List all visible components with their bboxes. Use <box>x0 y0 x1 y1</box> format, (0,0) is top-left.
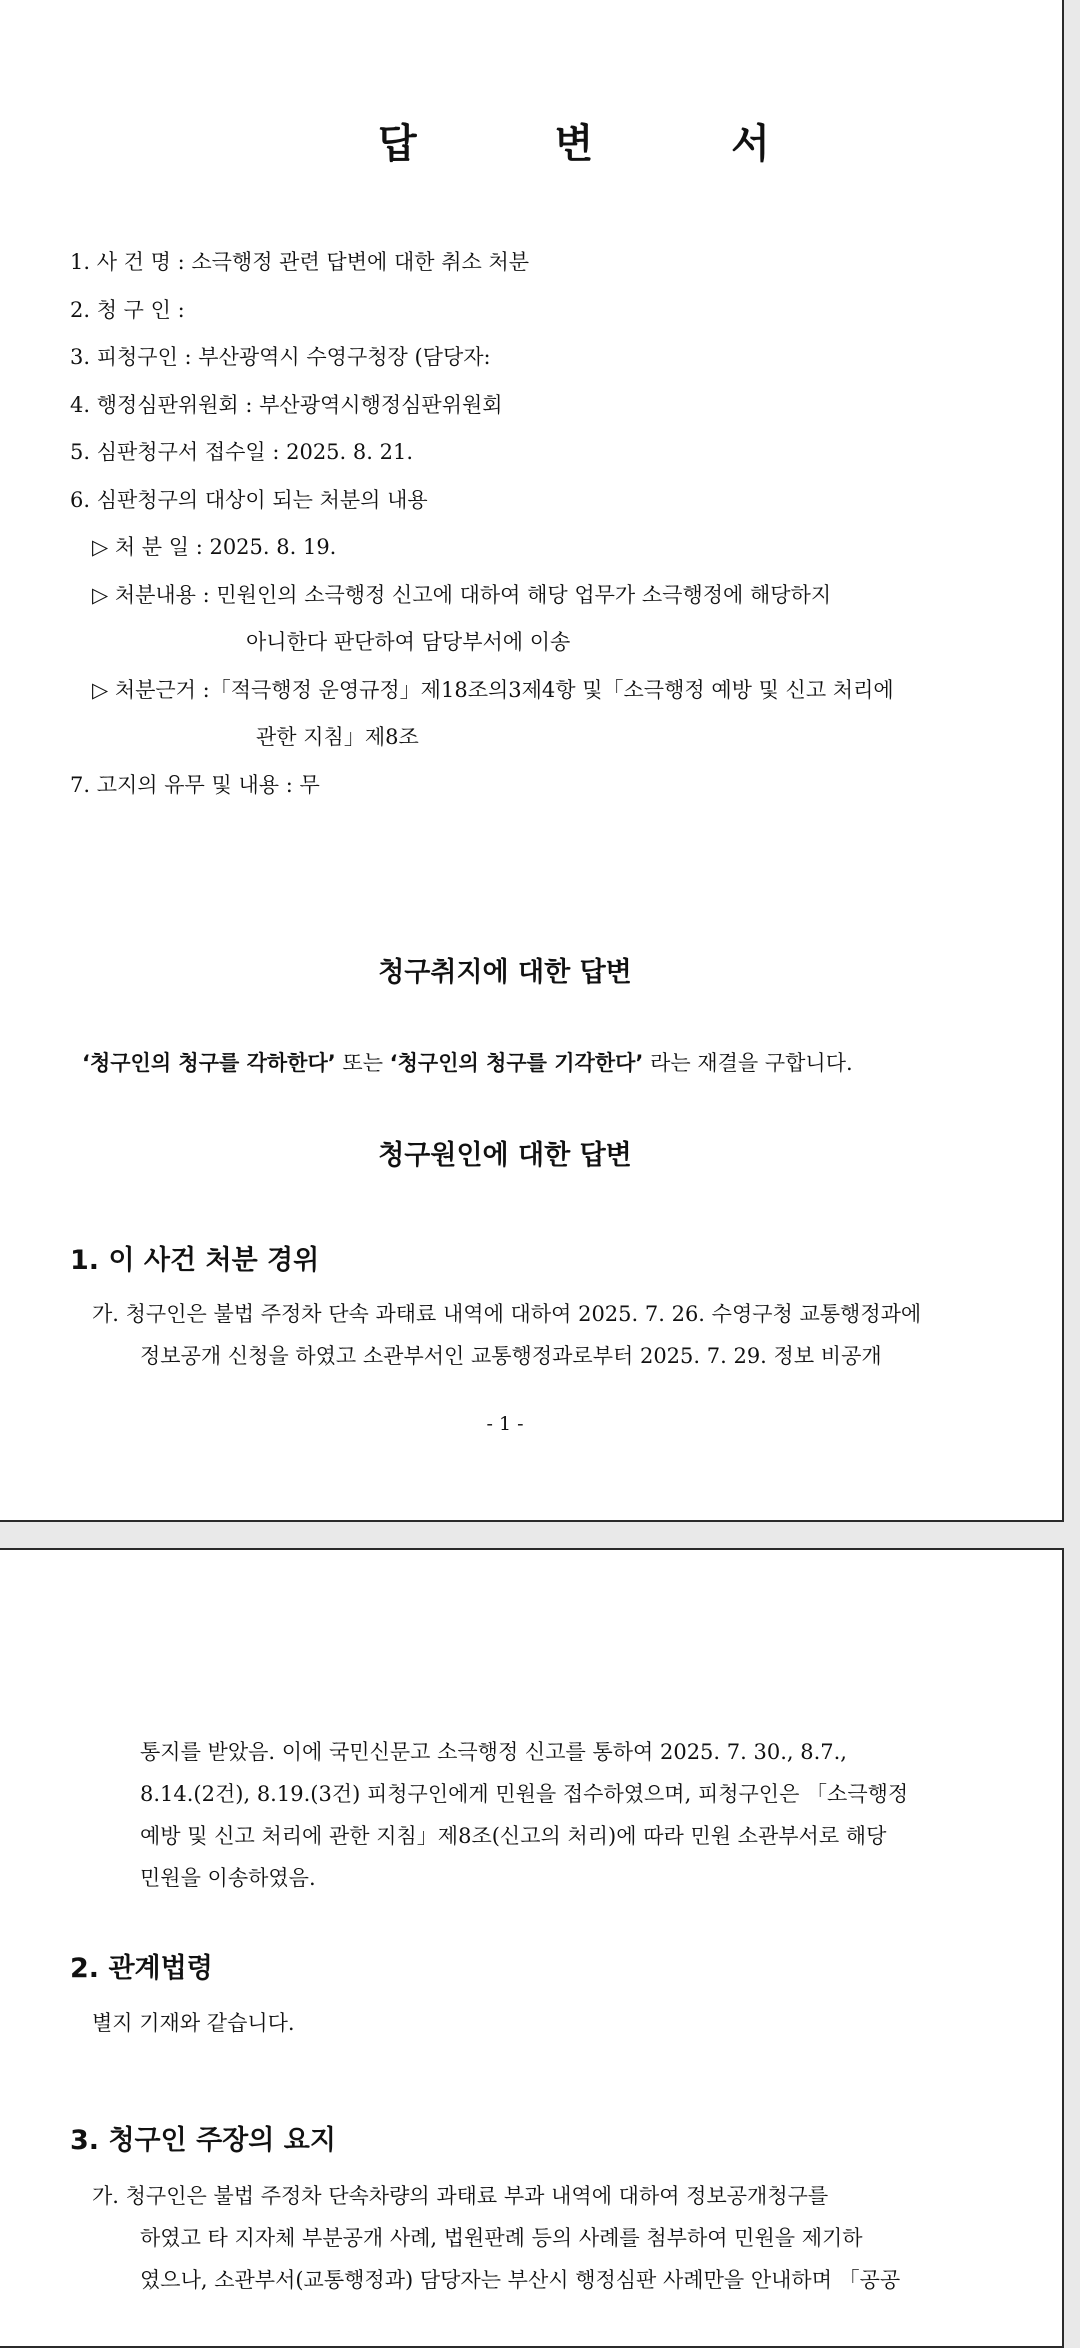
purpose-dismiss-text: ‘청구인의 청구를 각하한다’ <box>82 1051 336 1075</box>
purpose-reject-text: ‘청구인의 청구를 기각한다’ <box>389 1051 644 1075</box>
section-3-line-2: 하였고 타 지자체 부분공개 사례, 법원판례 등의 사례를 첨부하여 민원을 제기하 <box>140 2226 863 2250</box>
heading-claim-cause: 청구원인에 대한 답변 <box>378 1140 632 1171</box>
section-1-cont-line-4: 민원을 이송하였음. <box>140 1866 316 1890</box>
item-disposition-basis: ▷ 처분근거 :「적극행정 운영규정」제18조의3제4항 및「소극행정 예방 및 신고 처리에 <box>92 678 894 702</box>
purpose-or-text: 또는 <box>335 1051 390 1075</box>
claim-purpose-text <box>82 1047 853 1077</box>
item-disposition-heading: 6. 심판청구의 대상이 되는 처분의 내용 <box>70 488 428 512</box>
item-disposition-content-cont: 아니한다 판단하여 담당부서에 이송 <box>246 630 571 654</box>
item-case-name: 1. 사 건 명 : 소극행정 관련 답변에 대한 취소 처분 <box>70 250 530 274</box>
heading-claim-purpose: 청구취지에 대한 답변 <box>378 957 632 988</box>
section-3-line-1: 가. 청구인은 불법 주정차 단속차량의 과태료 부과 내역에 대하여 정보공개청구를 <box>92 2184 829 2208</box>
section-3-title: 3. 청구인 주장의 요지 <box>70 2125 336 2156</box>
item-respondent: 3. 피청구인 : 부산광역시 수영구청장 (담당자: <box>70 345 491 369</box>
section-1-cont-line-1: 통지를 받았음. 이에 국민신문고 소극행정 신고를 통하여 2025. 7. 30., 8.7., <box>140 1740 847 1764</box>
purpose-tail-text: 라는 재결을 구합니다. <box>643 1051 853 1075</box>
item-notice: 7. 고지의 유무 및 내용 : 무 <box>70 773 320 797</box>
item-disposition-basis-cont: 관한 지침」제8조 <box>256 725 419 749</box>
page-number: - 1 - <box>486 1413 524 1435</box>
section-1-line-1: 가. 청구인은 불법 주정차 단속 과태료 내역에 대하여 2025. 7. 26. 수영구청 교통행정과에 <box>92 1302 922 1326</box>
item-disposition-date: ▷ 처 분 일 : 2025. 8. 19. <box>92 535 337 559</box>
section-1-cont-line-2: 8.14.(2건), 8.19.(3건) 피청구인에게 민원을 접수하였으며, 피청구인은 「소극행정 <box>140 1782 909 1806</box>
section-3-line-3: 였으나, 소관부서(교통행정과) 담당자는 부산시 행정심판 사례만을 안내하며 「공공 <box>140 2268 901 2292</box>
document-title: 답 변 서 <box>378 120 832 167</box>
section-2-text: 별지 기재와 같습니다. <box>92 2011 295 2035</box>
section-1-title: 1. 이 사건 처분 경위 <box>70 1245 320 1276</box>
item-committee: 4. 행정심판위원회 : 부산광역시행정심판위원회 <box>70 393 503 417</box>
document-page-2 <box>0 1548 1064 2348</box>
section-1-cont-line-3: 예방 및 신고 처리에 관한 지침」제8조(신고의 처리)에 따라 민원 소관부서로 해당 <box>140 1824 887 1848</box>
item-claimant: 2. 청 구 인 : <box>70 298 185 322</box>
section-1-line-2: 정보공개 신청을 하였고 소관부서인 교통행정과로부터 2025. 7. 29. 정보 비공개 <box>140 1344 882 1368</box>
item-disposition-content: ▷ 처분내용 : 민원인의 소극행정 신고에 대하여 해당 업무가 소극행정에 해당하지 <box>92 583 832 607</box>
section-2-title: 2. 관계법령 <box>70 1953 213 1984</box>
item-received-date: 5. 심판청구서 접수일 : 2025. 8. 21. <box>70 440 414 464</box>
